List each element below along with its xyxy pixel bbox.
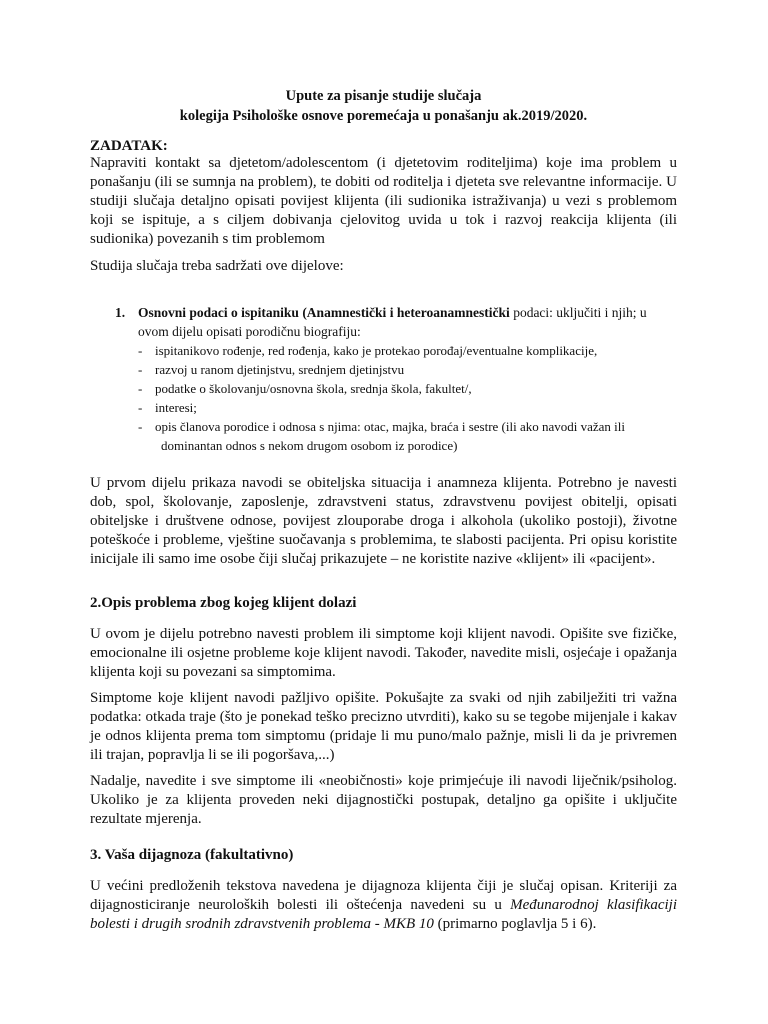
title-line-2: kolegija Psihološke osnove poremećaja u ponašanju ak.2019/2020.: [179, 108, 588, 124]
section-1-intro-rest: podaci: uključiti i njih; u ovom dijelu opisati porodičnu biografiju:: [138, 305, 647, 339]
list-item: - razvoj u ranom djetinjstvu, srednjem djetinjstvu: [138, 362, 405, 377]
section-2-paragraph-2: Simptome koje klijent navodi pažljivo opišite. Pokušajte za svaki od njih zabilježiti tri važna podatka: otkada traje (što je ponekad teško precizno utvrditi), kako su se tegobe mijenjale i kakav je odnos klijenta prema tom simptomu (pridaje li mu puno/malo pažnje, misli li da je privremen ili trajan, popravlja li se ili pogoršava,...): [90, 690, 677, 763]
section-3-heading: 3. Vaša dijagnoza (fakultativno): [90, 847, 294, 863]
list-item: - opis članova porodice i odnosa s njima: otac, majka, braća i sestre (ili ako navodi važan ili dominantan odnos s nekom drugom osobom iz porodice): [138, 419, 626, 453]
list-item: - ispitanikovo rođenje, red rođenja, kako je protekao porođaj/eventualne komplikacije,: [138, 343, 598, 358]
mkb-reference: Međunarodnoj klasifikaciji bolesti i drugih srodnih zdravstvenih problema - MKB 10: [90, 897, 677, 932]
section-3-paragraph: U većini predloženih tekstova navedena je dijagnoza klijenta čiji je slučaj opisan. Kriteriji za dijagnosticiranje neuroloških bolesti ili oštećenja navedeni su u Međunarodnoj klasifikaciji bolesti i drugih srodnih zdravstvenih problema - MKB 10 (primarno poglavlja 5 i 6).: [90, 878, 677, 932]
list-item: - interesi;: [138, 400, 197, 415]
section-1-sublist: [138, 341, 680, 455]
task-paragraph: Napraviti kontakt sa djetetom/adolescentom (i djetetovim roditeljima) koje ima problem u ponašanju (ili se sumnja na problem), te dobiti od roditelja i djeteta sve relevantne informacije. U studiji slučaja detaljno opisati povijest klijenta (ili sudionika istraživanja) u vezi s problemom koji se ispituje, a s ciljem dobivanja cjelovitog uvida u tok i razvoj reakcija klijenta (ili sudionika) povezanih s tim problemom: [90, 155, 677, 247]
document-title: [90, 86, 677, 126]
task-intro: Studija slučaja treba sadržati ove dijelove:: [90, 258, 344, 274]
section-2-paragraph-1: U ovom je dijelu potrebno navesti problem ili simptome koji klijent navodi. Opišite sve fizičke, emocionalne ili osjetne probleme koje klijent navodi. Također, navedite misli, osjećaje i opažanja klijenta koji su povezani sa simptomima.: [90, 626, 677, 680]
section-1-paragraph: U prvom dijelu prikaza navodi se obiteljska situacija i anamneza klijenta. Potrebno je navesti dob, spol, školovanje, zaposlenje, zdravstveni status, zdravstvenu povijest obitelji, opisati obiteljske i društvene odnose, povijest zlouporabe droga i alkohola (ukoliko postoji), životne poteškoće i probleme, vještine suočavanja s problemima, te slabosti pacijenta. Pri opisu koristite inicijale ili samo ime osobe čiji slučaj prikazujete – ne koristite nazive «klijent» ili «pacijent».: [90, 475, 677, 567]
list-item: - podatke o školovanju/osnovna škola, srednja škola, fakultet/,: [138, 381, 472, 396]
section-2-paragraph-3: Nadalje, navedite i sve simptome ili «neobičnosti» koje primjećuje ili navodi liječnik/psiholog. Ukoliko je za klijenta proveden neki dijagnostički postupak, detaljno ga opišite i uključite rezultate mjerenja.: [90, 773, 677, 827]
section-1-number: 1.: [115, 305, 126, 320]
section-1-intro: [138, 303, 680, 341]
task-heading: ZADATAK:: [90, 138, 168, 154]
title-line-1: Upute za pisanje studije slučaja: [285, 88, 482, 104]
section-2-heading: 2.Opis problema zbog kojeg klijent dolazi: [90, 595, 357, 611]
section-1-list: [115, 303, 680, 455]
section-1-bold-title: Osnovni podaci o ispitaniku (Anamnestički i heteroanamnestički: [138, 305, 510, 320]
